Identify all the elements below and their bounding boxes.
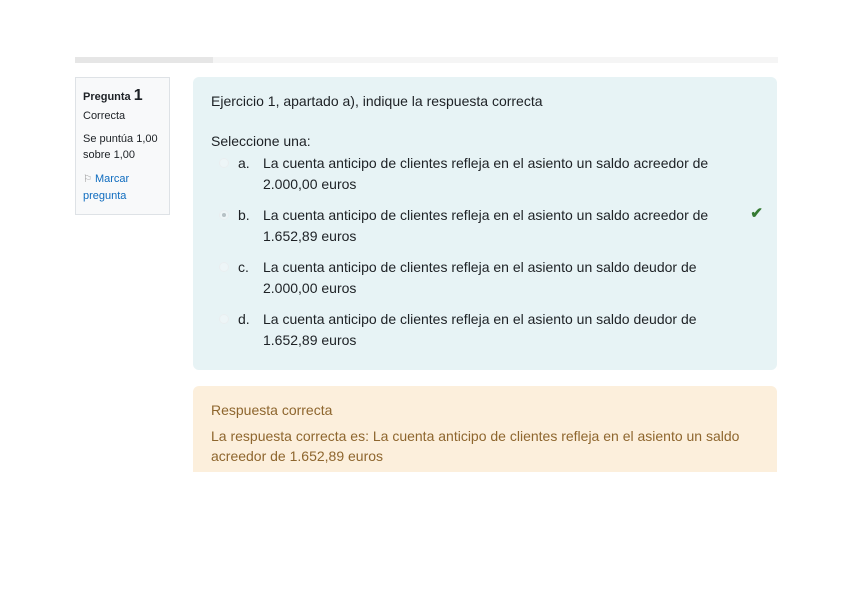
flag-question-label: Marcar pregunta <box>83 173 130 202</box>
answer-radio-a[interactable] <box>219 158 229 168</box>
question-text: Ejercicio 1, apartado a), indique la respuesta correcta <box>211 93 543 109</box>
flag-icon: ⚐ <box>83 174 92 185</box>
top-divider-strip <box>75 57 778 63</box>
question-word: Pregunta <box>83 91 131 103</box>
answer-option-d[interactable] <box>211 309 759 351</box>
answer-text: La cuenta anticipo de clientes refleja en el asiento un saldo deudor de 2.000,00 euros <box>263 259 697 296</box>
answer-letter: b. <box>238 207 250 223</box>
question-number: 1 <box>133 87 143 104</box>
question-number-heading <box>83 87 162 106</box>
answer-letter: a. <box>238 155 250 171</box>
answer-text: La cuenta anticipo de clientes refleja en el asiento un saldo acreedor de 2.000,00 euros <box>263 155 709 192</box>
question-info-box <box>75 77 170 215</box>
answer-text: La cuenta anticipo de clientes refleja en el asiento un saldo deudor de 1.652,89 euros <box>263 311 697 348</box>
flag-question-link[interactable] <box>83 171 162 204</box>
feedback-status: Respuesta correcta <box>211 402 333 418</box>
answer-radio-c[interactable] <box>219 262 229 272</box>
answer-radio-d[interactable] <box>219 314 229 324</box>
answer-letter: c. <box>238 259 249 275</box>
answer-list <box>211 153 763 351</box>
answer-option-c[interactable] <box>211 257 759 299</box>
feedback-box <box>193 386 777 472</box>
feedback-right-answer: La respuesta correcta es: La cuenta anticipo de clientes refleja en el asiento un saldo acreedor de 1.652,89 euros <box>211 428 740 464</box>
answer-text: La cuenta anticipo de clientes refleja en el asiento un saldo acreedor de 1.652,89 euros <box>263 207 709 244</box>
answer-letter: d. <box>238 311 250 327</box>
top-divider-strip-left <box>75 57 213 63</box>
answer-prompt: Seleccione una: <box>211 133 311 149</box>
answer-option-a[interactable] <box>211 153 759 195</box>
check-icon: ✔ <box>750 205 763 222</box>
answer-option-b[interactable] <box>211 205 763 247</box>
question-formulation <box>193 77 777 370</box>
question-state: Correcta <box>83 110 126 122</box>
question-grade: Se puntúa 1,00 sobre 1,00 <box>83 133 158 161</box>
answer-radio-b[interactable] <box>219 210 229 220</box>
